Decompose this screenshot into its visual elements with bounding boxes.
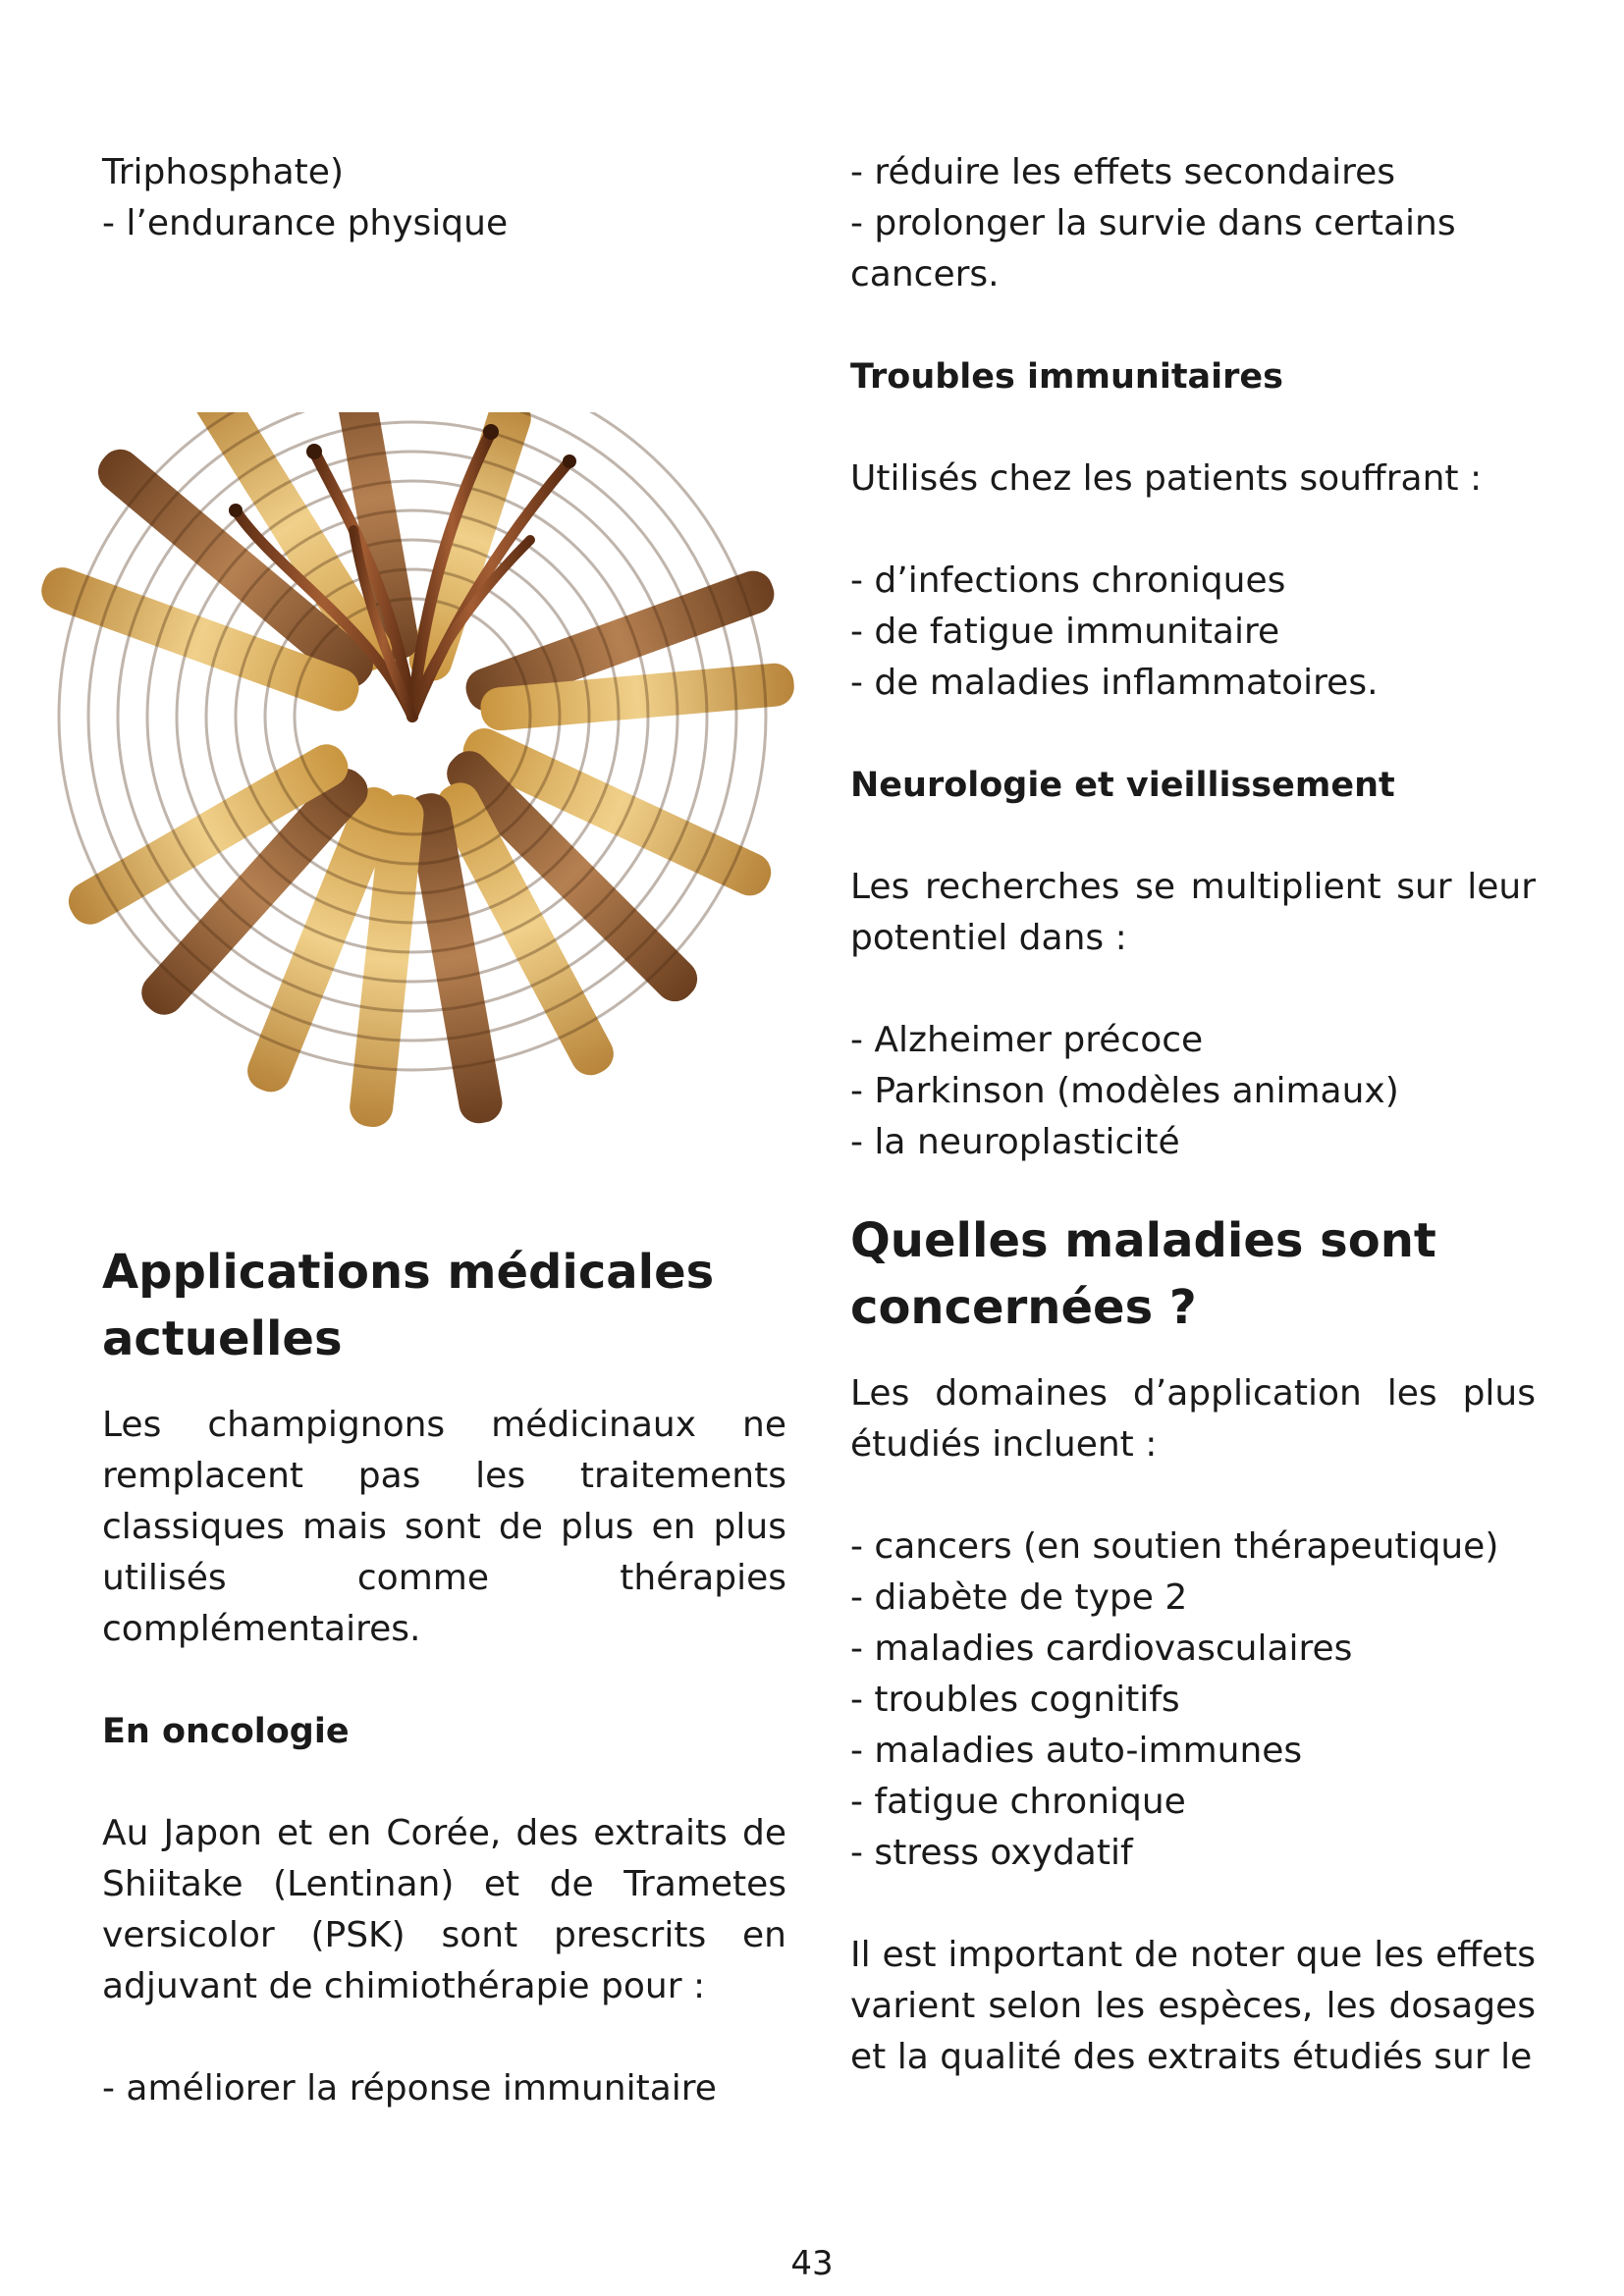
section-title-line: Applications médicales	[102, 1245, 715, 1300]
list-item: - prolonger la survie dans certains	[850, 203, 1456, 243]
text-line: cancers.	[850, 254, 1000, 294]
neuro-paragraph: Les recherches se multiplient sur leur potentiel dans :	[850, 867, 1536, 958]
closing-paragraph: Il est important de noter que les effets varient selon les espèces, les dosages et la qualité des extraits étudiés sur le	[850, 1935, 1536, 2077]
list-item: - diabète de type 2	[850, 1577, 1188, 1618]
list-item: - de fatigue immunitaire	[850, 612, 1280, 652]
list-item: - Parkinson (modèles animaux)	[850, 1071, 1399, 1111]
list-item: - troubles cognitifs	[850, 1680, 1180, 1720]
list-item: - Alzheimer précoce	[850, 1020, 1204, 1060]
section-title-line: actuelles	[102, 1311, 343, 1366]
list-item: - d’infections chroniques	[850, 561, 1286, 601]
diseases-title	[850, 1207, 1536, 1341]
list-item: - améliorer la réponse immunitaire	[102, 2068, 717, 2109]
text-line: Triphosphate)	[102, 152, 344, 192]
page-number: 43	[790, 2244, 834, 2283]
immune-intro: Utilisés chez les patients souffrant :	[850, 458, 1483, 499]
oncology-heading: En oncologie	[102, 1712, 350, 1751]
list-item: - stress oxydatif	[850, 1833, 1133, 1873]
list-item: - cancers (en soutien thérapeutique)	[850, 1526, 1499, 1567]
list-item: - fatigue chronique	[850, 1782, 1186, 1822]
intro-paragraph: Les champignons médicinaux ne remplacent pas les traitements classiques mais sont de plus en plus utilisés comme thérapies complémentaires.	[102, 1405, 786, 1649]
list-item: - maladies cardiovasculaires	[850, 1629, 1353, 1669]
cordyceps-mushroom-icon	[20, 393, 825, 1158]
immune-heading: Troubles immunitaires	[850, 357, 1284, 397]
right-column	[850, 147, 1536, 2083]
diseases-paragraph: Les domaines d’application les plus étudiés incluent :	[850, 1373, 1536, 1465]
list-item: - maladies auto-immunes	[850, 1731, 1303, 1771]
neuro-heading: Neurologie et vieillissement	[850, 766, 1395, 805]
diseases-title-line: Quelles maladies sont	[850, 1213, 1436, 1268]
list-item: - l’endurance physique	[102, 203, 509, 243]
list-item: - de maladies inflammatoires.	[850, 663, 1379, 703]
section-title	[102, 1239, 786, 1372]
diseases-title-line: concernées ?	[850, 1280, 1197, 1335]
oncology-paragraph: Au Japon et en Corée, des extraits de Shiitake (Lentinan) et de Trametes versicolor (PSK) sont prescrits en adjuvant de chimiothérapie pour :	[102, 1813, 786, 2006]
list-item: - réduire les effets secondaires	[850, 152, 1395, 192]
cordyceps-figure	[20, 393, 825, 1158]
list-item: - la neuroplasticité	[850, 1122, 1180, 1162]
